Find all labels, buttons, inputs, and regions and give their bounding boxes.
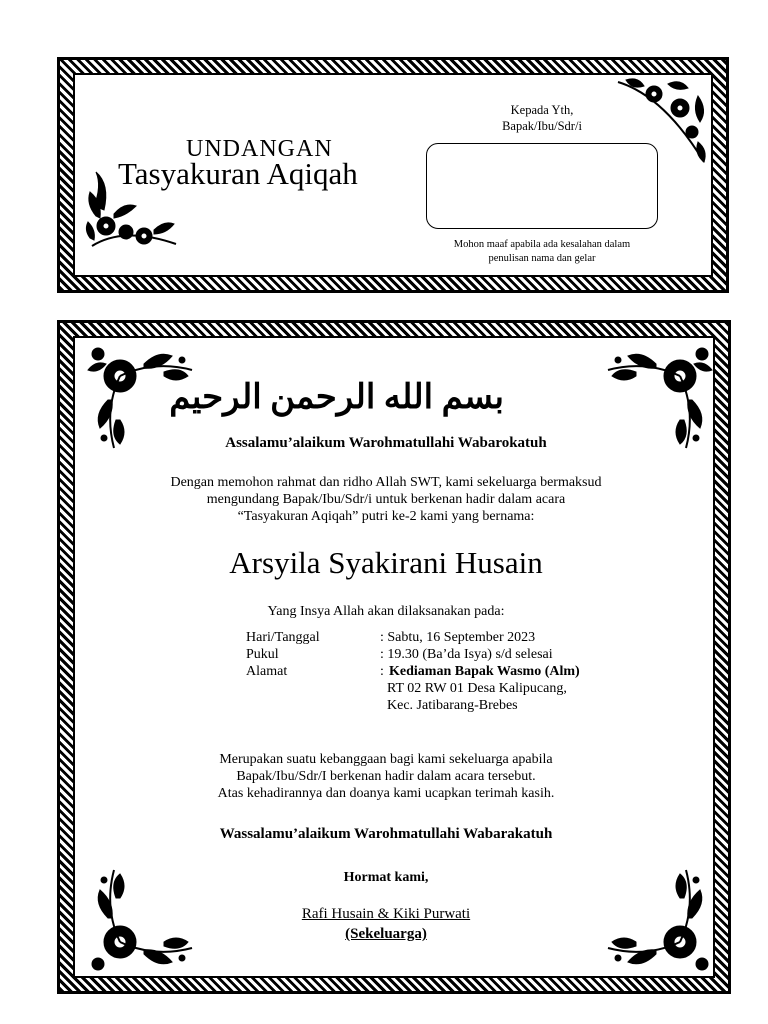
envelope-note-line1: Mohon maaf apabila ada kesalahan dalam xyxy=(453,239,631,250)
time-value: : 19.30 (Ba’da Isya) s/d selesai xyxy=(380,647,553,662)
intro-line-3: “Tasyakuran Aqiqah” putri ke-2 kami yang bernama: xyxy=(237,509,535,524)
signature-names: Rafi Husain & Kiki Purwati xyxy=(301,906,471,922)
envelope-title-small: UNDANGAN xyxy=(186,136,333,162)
place-value: Kediaman Bapak Wasmo (Alm) xyxy=(389,664,580,679)
envelope-note-line2: penulisan nama dan gelar xyxy=(488,253,596,264)
closing-greeting: Wassalamu’alaikum Warohmatullahi Wabarakatuh xyxy=(219,826,553,842)
signature-family: (Sekeluarga) xyxy=(345,926,427,942)
place-label: Alamat xyxy=(246,664,288,679)
date-label: Hari/Tanggal xyxy=(246,630,320,645)
envelope-to-line2: Bapak/Ibu/Sdr/i xyxy=(502,119,582,133)
envelope-title-big: Tasyakuran Aqiqah xyxy=(118,156,358,191)
recipient-name-box xyxy=(426,143,658,229)
closing-line-1: Merupakan suatu kebanggaan bagi kami sekeluarga apabila xyxy=(219,752,553,767)
closing-line-2: Bapak/Ibu/Sdr/I berkenan hadir dalam acara tersebut. xyxy=(236,769,536,784)
child-name: Arsyila Syakirani Husain xyxy=(229,545,543,580)
intro-line-2: mengundang Bapak/Ibu/Sdr/i untuk berkenan hadir dalam acara xyxy=(206,492,566,507)
time-label: Pukul xyxy=(246,647,279,662)
date-value: : Sabtu, 16 September 2023 xyxy=(380,630,536,645)
place-line-3: Kec. Jatibarang-Brebes xyxy=(387,698,518,713)
opening-greeting: Assalamu’alaikum Warohmatullahi Wabarokatuh xyxy=(225,435,547,451)
intro-line-1: Dengan memohon rahmat dan ridho Allah SWT, kami sekeluarga bermaksud xyxy=(170,475,602,490)
closing-line-3: Atas kehadirannya dan doanya kami ucapkan terimah kasih. xyxy=(217,786,555,801)
schedule-intro: Yang Insya Allah akan dilaksanakan pada: xyxy=(267,604,505,619)
place-line-2: RT 02 RW 01 Desa Kalipucang, xyxy=(387,681,567,696)
regards-text: Hormat kami, xyxy=(343,870,429,885)
place-colon: : xyxy=(380,664,384,679)
envelope-to-line1: Kepada Yth, xyxy=(510,103,574,117)
bismillah-calligraphy: بسم الله الرحمن الرحيم xyxy=(169,379,504,416)
